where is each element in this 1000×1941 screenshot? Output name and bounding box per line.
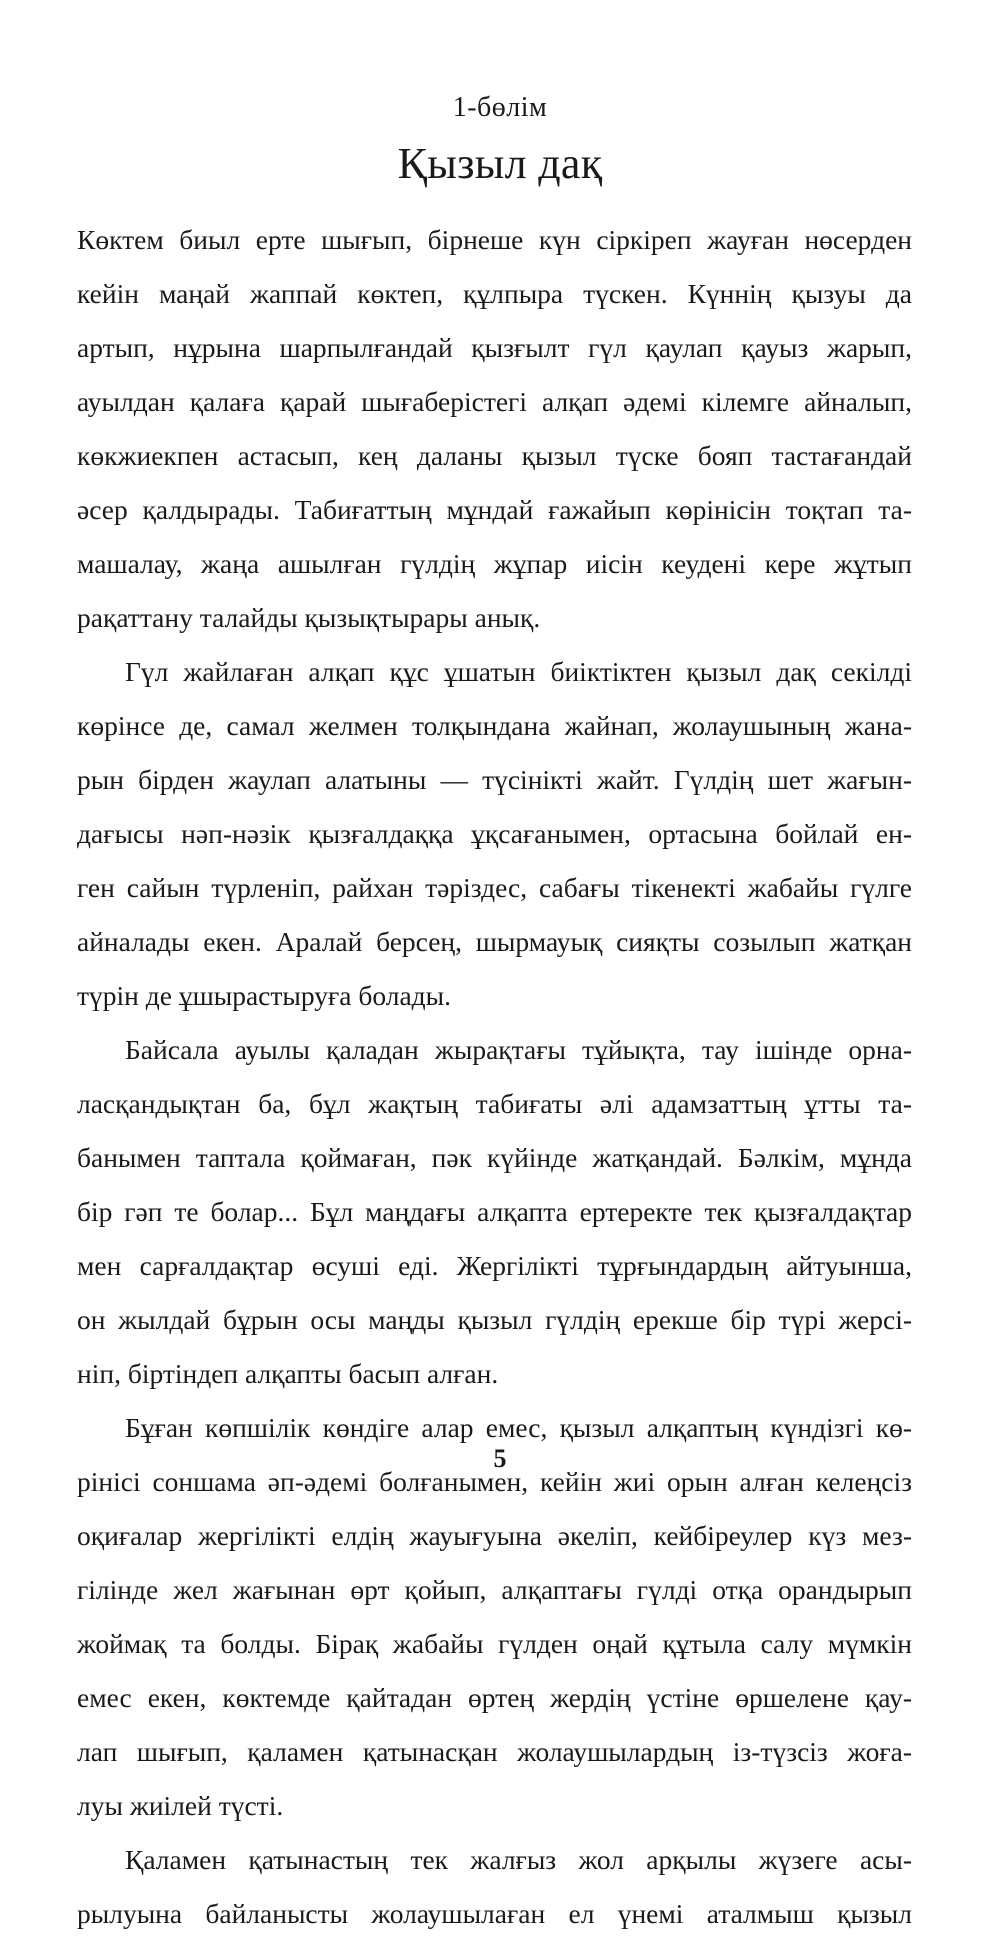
text-line: артып, нұрына шарпылғандай қызғылт гүл қаулап қауыз жарып, [77,332,912,363]
text-line: Көктем биыл ерте шығып, бірнеше күн сіркіреп жауған нөсерден [77,224,912,255]
text-line: айналады екен. Аралай берсең, шырмауық сияқты созылып жатқан [77,926,912,957]
paragraph-3 [77,1023,912,1401]
text-line: көкжиекпен астасып, кең даланы қызыл түске бояп тастағандай [77,440,912,471]
text-line: ніп, біртіндеп алқапты басып алған. [77,1358,499,1389]
text-line: лап шығып, қаламен қатынасқан жолаушылардың із-түзсіз жоға- [77,1736,912,1767]
text-line: мен сарғалдақтар өсуші еді. Жергілікті тұрғындардың айтуынша, [77,1250,912,1281]
text-line: ауылдан қалаға қарай шығаберістегі алқап әдемі кілемге айналып, [77,386,912,417]
text-line: бір гәп те болар... Бұл маңдағы алқапта ертеректе тек қызғалдақтар [77,1196,912,1227]
text-line: ласқандықтан ба, бұл жақтың табиғаты әлі адамзаттың ұтты та- [77,1088,912,1119]
text-line: түрін де ұшырастыруға болады. [77,980,452,1011]
chapter-title: Қызыл дақ [397,139,603,188]
text-line: гілінде жел жағынан өрт қойып, алқаптағы гүлді отқа орандырып [77,1574,912,1605]
text-line: рылуына байланысты жолаушылаған ел үнемі аталмыш қызыл [77,1898,912,1929]
text-line: Гүл жайлаған алқап құс ұшатын биіктіктен қызыл дақ секілді [125,656,912,687]
paragraph-5 [77,1833,912,1941]
page-number: 5 [493,1444,507,1473]
text-line: Қаламен қатынастың тек жалғыз жол арқылы жүзеге асы- [125,1844,912,1875]
text-line: банымен таптала қоймаған, пәк күйінде жатқандай. Бәлкім, мұнда [77,1142,912,1173]
text-line: емес екен, көктемде қайтадан өртең жердің үстіне өршелене қау- [77,1682,912,1713]
text-line: Байсала ауылы қаладан жырақтағы тұйықта, тау ішінде орна- [125,1034,912,1065]
text-line: оқиғалар жергілікті елдің жауығуына әкеліп, кейбіреулер күз мез- [77,1520,912,1551]
paragraph-1 [77,213,912,645]
body-text [77,213,912,1941]
text-line: кейін маңай жаппай көктеп, құлпыра түскен. Күннің қызуы да [77,278,912,309]
text-line: рінісі соншама әп-әдемі болғанымен, кейін жиі орын алған келеңсіз [77,1466,912,1497]
text-line: Бұған көпшілік көндіге алар емес, қызыл алқаптың күндізгі кө- [125,1412,912,1443]
text-line: көрінсе де, самал желмен толқындана жайнап, жолаушының жана- [77,710,912,741]
paragraph-2 [77,645,912,1023]
text-line: ген сайын түрленіп, райхан тәріздес, сабағы тікенекті жабайы гүлге [77,872,912,903]
chapter-number: 1-бөлім [452,92,548,123]
text-line: луы жиілей түсті. [77,1790,284,1821]
text-line: әсер қалдырады. Табиғаттың мұндай ғажайып көрінісін тоқтап та- [77,494,912,525]
text-line: дағысы нәп-нәзік қызғалдаққа ұқсағанымен, ортасына бойлай ен- [77,818,912,849]
text-line: машалау, жаңа ашылған гүлдің жұпар иісін кеудені кере жұтып [77,548,912,579]
text-line: рын бірден жаулап алатыны — түсінікті жайт. Гүлдің шет жағын- [77,764,912,795]
text-line: он жылдай бұрын осы маңды қызыл гүлдің ерекше бір түрі жерсі- [77,1304,912,1335]
text-line: рақаттану талайды қызықтырары анық. [77,602,541,633]
text-line: жоймақ та болды. Бірақ жабайы гүлден оңай құтыла салу мүмкін [77,1628,912,1659]
